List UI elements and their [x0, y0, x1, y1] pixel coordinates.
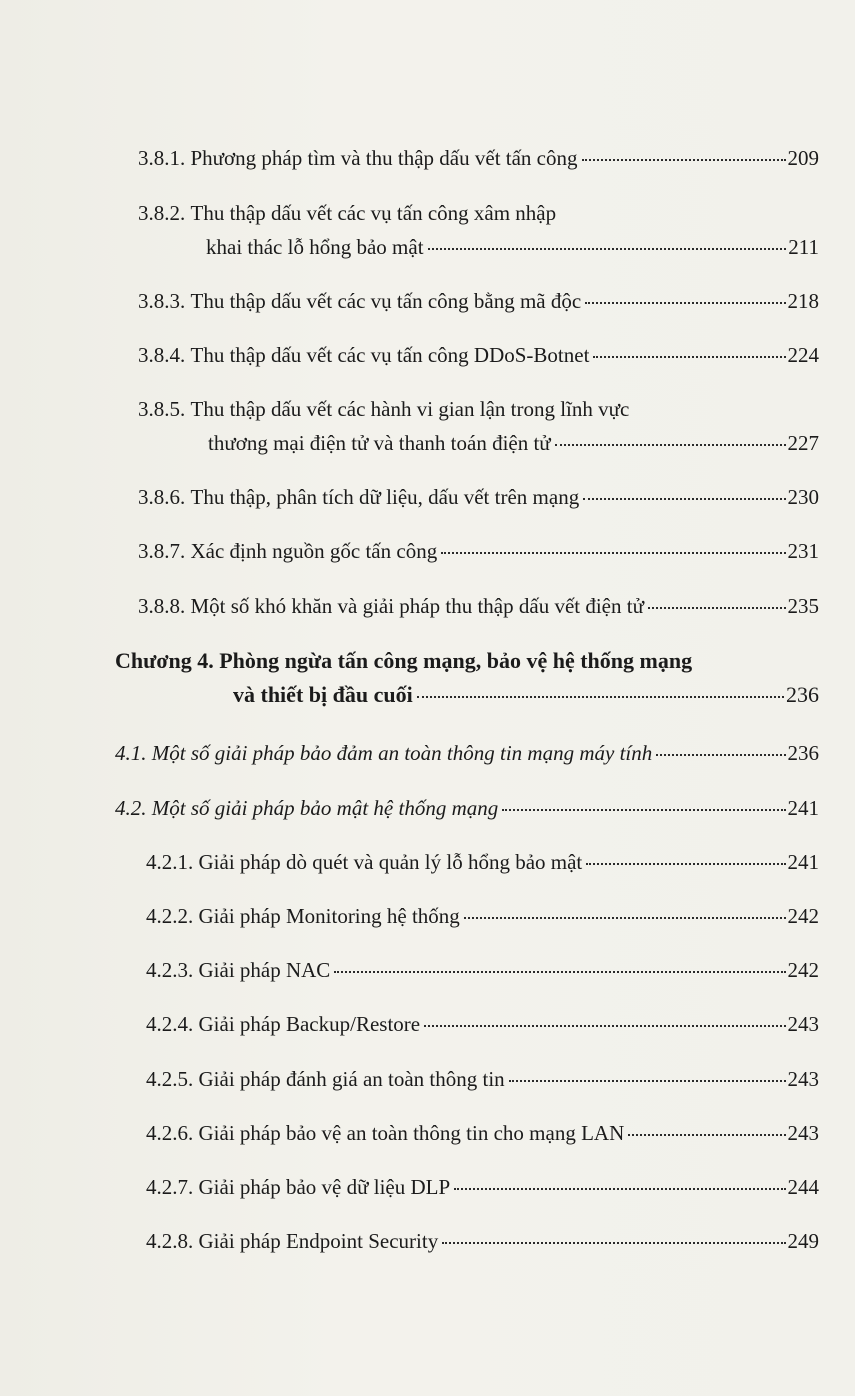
entry-title-line2: khai thác lỗ hổng bảo mật: [206, 235, 424, 259]
entry-title: Giải pháp Monitoring hệ thống: [198, 904, 460, 928]
entry-number: 3.8.6.: [138, 485, 186, 509]
toc-section-4-2: [115, 793, 819, 823]
entry-number: 3.8.4.: [138, 343, 186, 367]
toc-entry-4-2-6: [146, 1118, 819, 1148]
entry-page: 227: [787, 431, 819, 455]
entry-number: 3.8.2.: [138, 201, 186, 225]
toc-entry-4-2-7: [146, 1172, 819, 1202]
entry-number: 3.8.1.: [138, 146, 186, 170]
toc-entry-4-2-2: [146, 901, 819, 931]
dot-leader: [593, 356, 785, 358]
dot-leader: [586, 863, 785, 865]
toc-entry-3-8-6: [138, 482, 819, 512]
entry-page: 209: [787, 146, 819, 170]
entry-title-line2: thương mại điện tử và thanh toán điện tử: [208, 431, 551, 455]
entry-title: Giải pháp dò quét và quản lý lỗ hổng bảo mật: [198, 850, 583, 874]
entry-page: 241: [787, 850, 819, 874]
entry-title: Thu thập dấu vết các vụ tấn công DDoS-Botnet: [190, 343, 590, 367]
toc-entry-4-2-3: [146, 955, 819, 985]
entry-title: Giải pháp Endpoint Security: [198, 1229, 439, 1253]
toc-entry-3-8-4: [138, 340, 819, 370]
entry-page: 242: [787, 904, 819, 928]
toc-entry-4-2-1: [146, 847, 819, 877]
entry-title: Phương pháp tìm và thu thập dấu vết tấn công: [190, 146, 578, 170]
entry-title: Xác định nguồn gốc tấn công: [190, 539, 438, 563]
entry-title: Giải pháp bảo vệ dữ liệu DLP: [198, 1175, 451, 1199]
dot-leader: [424, 1025, 785, 1027]
entry-page: 224: [787, 343, 819, 367]
toc-section-4-1: [115, 738, 819, 768]
entry-page: 243: [787, 1121, 819, 1145]
entry-number: 4.2.1.: [146, 850, 194, 874]
entry-number: 4.2.4.: [146, 1012, 194, 1036]
dot-leader: [502, 809, 785, 811]
toc-entry-3-8-3: [138, 286, 819, 316]
dot-leader: [583, 498, 785, 500]
dot-leader: [464, 917, 786, 919]
dot-leader: [417, 696, 784, 698]
entry-number: 3.8.7.: [138, 539, 186, 563]
toc-entry-4-2-4: [146, 1009, 819, 1039]
entry-page: 236: [787, 741, 819, 765]
dot-leader: [648, 607, 786, 609]
entry-page: 241: [787, 796, 819, 820]
toc-entry-3-8-8: [138, 591, 819, 621]
entry-title: Giải pháp bảo vệ an toàn thông tin cho mạng LAN: [198, 1121, 625, 1145]
entry-number: 4.2.7.: [146, 1175, 194, 1199]
dot-leader: [628, 1134, 785, 1136]
toc-entry-3-8-2: [138, 198, 819, 262]
entry-number: 3.8.3.: [138, 289, 186, 313]
chapter-title-line1: Chương 4. Phòng ngừa tấn công mạng, bảo vệ hệ thống mạng: [115, 648, 693, 673]
toc-entry-3-8-7: [138, 536, 819, 566]
entry-page: 231: [787, 539, 819, 563]
chapter-title-line2: và thiết bị đầu cuối: [233, 682, 413, 707]
entry-title: Thu thập dấu vết các vụ tấn công bằng mã độc: [190, 289, 582, 313]
dot-leader: [334, 971, 785, 973]
entry-number: 3.8.8.: [138, 594, 186, 618]
entry-page: 218: [787, 289, 819, 313]
toc-chapter-4: [115, 646, 819, 710]
dot-leader: [509, 1080, 786, 1082]
entry-title: Một số khó khăn và giải pháp thu thập dấu vết điện tử: [190, 594, 644, 618]
entry-number: 4.2.3.: [146, 958, 194, 982]
entry-page: 249: [787, 1229, 819, 1253]
entry-number: 3.8.5.: [138, 397, 186, 421]
entry-title: Giải pháp NAC: [198, 958, 331, 982]
dot-leader: [656, 754, 785, 756]
entry-page: 235: [787, 594, 819, 618]
toc-entry-3-8-5: [138, 394, 819, 458]
entry-title: Thu thập, phân tích dữ liệu, dấu vết trên mạng: [190, 485, 580, 509]
entry-page: 244: [787, 1175, 819, 1199]
dot-leader: [555, 444, 786, 446]
dot-leader: [454, 1188, 785, 1190]
entry-page: 242: [787, 958, 819, 982]
entry-title-line1: Thu thập dấu vết các vụ tấn công xâm nhập: [190, 201, 557, 225]
entry-title: Giải pháp đánh giá an toàn thông tin: [198, 1067, 505, 1091]
toc-entry-4-2-5: [146, 1064, 819, 1094]
entry-page: 243: [787, 1012, 819, 1036]
dot-leader: [442, 1242, 785, 1244]
toc-entry-3-8-1: [138, 143, 819, 173]
entry-page: 211: [788, 235, 819, 259]
entry-number: 4.2.5.: [146, 1067, 194, 1091]
entry-number: 4.2.8.: [146, 1229, 194, 1253]
section-title: 4.2. Một số giải pháp bảo mật hệ thống mạng: [115, 796, 499, 820]
entry-title: Giải pháp Backup/Restore: [198, 1012, 421, 1036]
toc-entry-4-2-8: [146, 1226, 819, 1256]
dot-leader: [582, 159, 786, 161]
entry-title-line1: Thu thập dấu vết các hành vi gian lận trong lĩnh vực: [190, 397, 630, 421]
dot-leader: [441, 552, 785, 554]
entry-page: 236: [786, 682, 819, 707]
section-title: 4.1. Một số giải pháp bảo đảm an toàn thông tin mạng máy tính: [115, 741, 653, 765]
entry-page: 243: [787, 1067, 819, 1091]
entry-page: 230: [787, 485, 819, 509]
dot-leader: [585, 302, 785, 304]
entry-number: 4.2.6.: [146, 1121, 194, 1145]
dot-leader: [428, 248, 787, 250]
entry-number: 4.2.2.: [146, 904, 194, 928]
